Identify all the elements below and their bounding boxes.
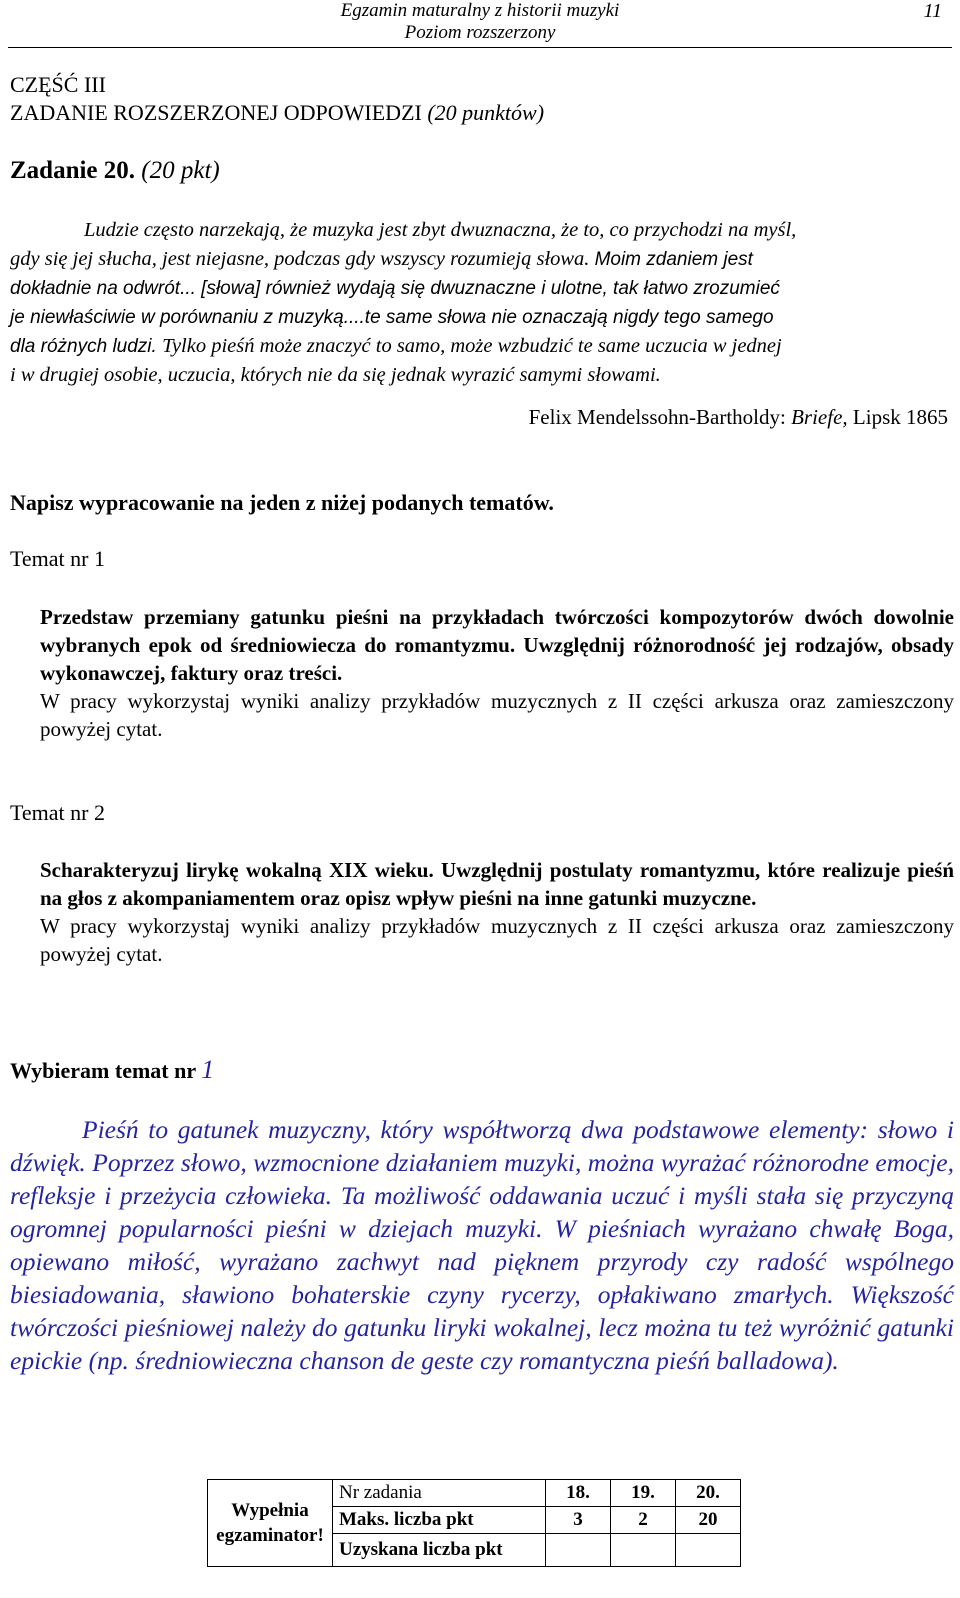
quote-line: i w drugiej osobie, uczucia, których nie da się jednak wyrazić samymi słowami. bbox=[10, 364, 661, 386]
obtained-points-cell[interactable] bbox=[611, 1534, 676, 1567]
topic-choice-label: Wybieram temat nr bbox=[10, 1058, 202, 1083]
topic-choice-value: 1 bbox=[201, 1055, 215, 1084]
task-label: Zadanie 20. bbox=[10, 157, 142, 184]
topic1-label: Temat nr 1 bbox=[10, 546, 105, 571]
task-number-cell: 20. bbox=[676, 1480, 741, 1507]
topic1-body bbox=[40, 603, 954, 743]
quote-fragment: Tylko pieśń może znaczyć to samo, może wzbudzić te same uczucia w jednej bbox=[162, 335, 782, 357]
quote-line bbox=[10, 245, 954, 274]
max-points-cell: 2 bbox=[611, 1507, 676, 1534]
max-points-cell: 20 bbox=[676, 1507, 741, 1534]
obtained-points-cell[interactable] bbox=[546, 1534, 611, 1567]
topic2-note: W pracy wykorzystaj wyniki analizy przykładów muzycznych z II części arkusza oraz zamieszczony powyżej cytat. bbox=[40, 914, 954, 966]
obtained-points-cell[interactable] bbox=[676, 1534, 741, 1567]
examiner-label-line: Wypełnia bbox=[231, 1500, 309, 1521]
quote-line: dokładnie na odwrót... [słowa] również wydają się dwuznaczne i ulotne, tak łatwo zrozumieć bbox=[10, 278, 780, 299]
instruction: Napisz wypracowanie na jeden z niżej podanych tematów. bbox=[10, 490, 554, 515]
source-title: Briefe, bbox=[791, 405, 848, 429]
part-title: CZĘŚĆ III bbox=[10, 72, 106, 97]
header-level: Poziom rozszerzony bbox=[404, 22, 556, 43]
quote-fragment: Moim zdaniem jest bbox=[594, 249, 753, 270]
page-number: 11 bbox=[923, 0, 942, 22]
header-exam-title: Egzamin maturalny z historii muzyki bbox=[340, 0, 620, 21]
task-heading bbox=[10, 157, 220, 185]
part-subtitle-main: ZADANIE ROZSZERZONEJ ODPOWIEDZI bbox=[10, 100, 428, 125]
quote-fragment: dla różnych ludzi. bbox=[10, 336, 163, 357]
topic1-task: Przedstaw przemiany gatunku pieśni na przykładach twórczości kompozytorów dwóch dowolnie wybranych epok od średniowiecza do romantyzmu. Uwzględnij różnorodność jej rodzajów, obsady wykonawczej, faktury oraz treści. bbox=[40, 605, 954, 685]
part-subtitle-points: (20 punktów) bbox=[427, 100, 545, 125]
source-place: Lipsk 1865 bbox=[847, 405, 948, 429]
row-label: Maks. liczba pkt bbox=[333, 1507, 546, 1534]
task-number-cell: 19. bbox=[611, 1480, 676, 1507]
row-label: Uzyskana liczba pkt bbox=[333, 1534, 546, 1567]
essay-answer: Pieśń to gatunek muzyczny, który współtworzą dwa podstawowe elementy: słowo i dźwięk. Poprzez słowo, wzmocnione działaniem muzyki, można wyrażać różnorodne emocje, refleksje i przeżycia człowieka. Ta możliwość oddawania uczuć i myśli stała się przyczyną ogromnej popularności pieśni w dziejach muzyki. W pieśniach wyrażano chwałę Boga, opiewano miłość, wyrażano zachwyt nad pięknem przyrody czy radość wspólnego biesiadowania, sławiono bohaterskie czyny rycerzy, opłakiwano zmarłych. Większość twórczości pieśniowej należy do gatunku liryki wokalnej, lecz można tu też wyróżnić gatunki epickie (np. średniowieczna chanson de geste czy romantyczna pieśń balladowa). bbox=[10, 1115, 954, 1375]
topic-choice bbox=[10, 1055, 214, 1085]
examiner-label-line: egzaminator! bbox=[216, 1525, 324, 1546]
quote-line bbox=[10, 332, 954, 361]
topic2-task: Scharakteryzuj lirykę wokalną XIX wieku. Uwzględnij postulaty romantyzmu, które realizuje pieśń na głos z akompaniamentem oraz opisz wpływ pieśni na inne gatunki muzyczne. bbox=[40, 858, 954, 910]
quote-line: Ludzie często narzekają, że muzyka jest zbyt dwuznaczna, że to, co przychodzi na myśl, bbox=[84, 219, 797, 241]
task-points: (20 pkt) bbox=[141, 157, 220, 184]
source-author: Felix Mendelssohn-Bartholdy: bbox=[528, 405, 792, 429]
header-divider bbox=[8, 47, 952, 48]
examiner-label bbox=[208, 1480, 333, 1567]
max-points-cell: 3 bbox=[546, 1507, 611, 1534]
task-number-cell: 18. bbox=[546, 1480, 611, 1507]
topic1-note: W pracy wykorzystaj wyniki analizy przykładów muzycznych z II części arkusza oraz zamieszczony powyżej cytat. bbox=[40, 689, 954, 741]
quote-line: je niewłaściwie w porównaniu z muzyką....te same słowa nie oznaczają nigdy tego samego bbox=[10, 307, 774, 328]
quote-fragment: gdy się jej słucha, jest niejasne, podczas gdy wszyscy rozumieją słowa. bbox=[10, 248, 595, 270]
row-label: Nr zadania bbox=[333, 1480, 546, 1507]
part-subtitle bbox=[10, 100, 544, 126]
topic2-body bbox=[40, 856, 954, 968]
quote-block bbox=[10, 216, 954, 390]
score-table bbox=[207, 1479, 741, 1567]
quote-source bbox=[529, 405, 948, 430]
score-row-task-numbers bbox=[208, 1480, 741, 1507]
topic2-label: Temat nr 2 bbox=[10, 800, 105, 825]
